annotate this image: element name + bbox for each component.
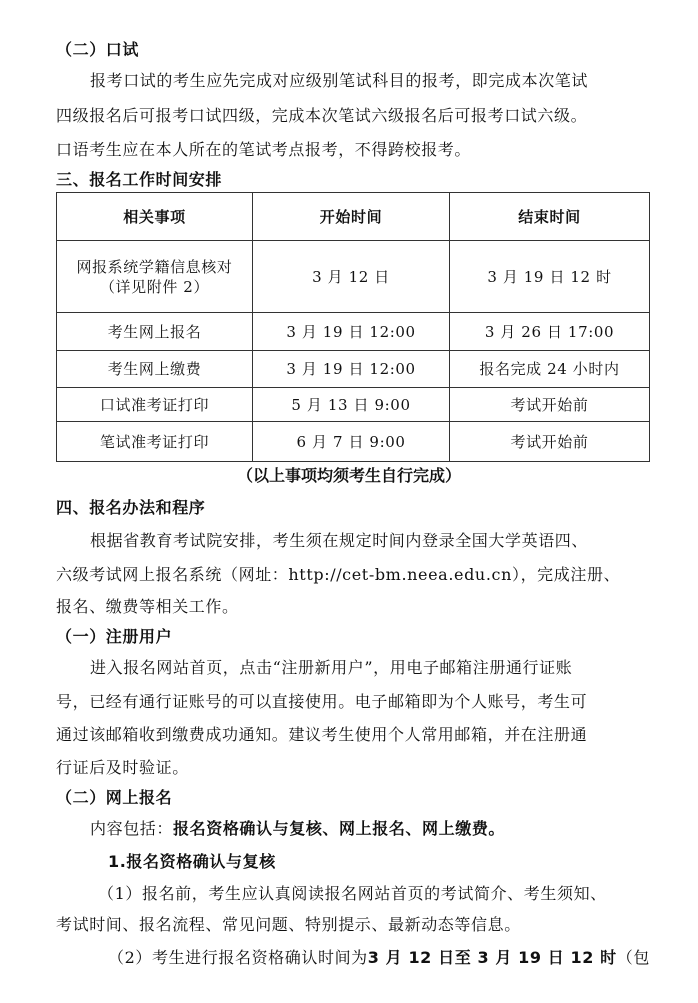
table-cell-start: 3 月 12 日 bbox=[253, 241, 450, 313]
paragraph-line: 根据省教育考试院安排，考生须在规定时间内登录全国大学英语四、 bbox=[90, 531, 589, 550]
table-cell-end: 考试开始前 bbox=[450, 422, 650, 462]
table-row bbox=[57, 388, 650, 422]
item2-dates: 3 月 12 日至 3 月 19 日 12 时 bbox=[367, 948, 617, 967]
paragraph-line: 行证后及时验证。 bbox=[56, 758, 189, 777]
table-cell-item: 笔试准考证打印 bbox=[57, 422, 253, 462]
table-note: （以上事项均须考生自行完成） bbox=[236, 466, 461, 485]
table-cell-start: 5 月 13 日 9:00 bbox=[253, 388, 450, 422]
paragraph-line: 四级报名后可报考口试四级，完成本次笔试六级报名后可报考口试六级。 bbox=[56, 106, 588, 125]
paragraph-line: 口语考生应在本人所在的笔试考点报考，不得跨校报考。 bbox=[56, 140, 472, 159]
section-oral-heading: （二）口试 bbox=[56, 40, 140, 59]
column-header-item: 相关事项 bbox=[57, 193, 253, 241]
table-row bbox=[57, 313, 650, 351]
table-cell-end: 报名完成 24 小时内 bbox=[450, 351, 650, 388]
table-cell-item: 考生网上缴费 bbox=[57, 351, 253, 388]
schedule-table bbox=[56, 192, 650, 462]
paragraph-line: 报名、缴费等相关工作。 bbox=[56, 597, 239, 616]
sub-heading: 1.报名资格确认与复核 bbox=[108, 852, 276, 871]
table-header-row bbox=[57, 193, 650, 241]
table-cell-end: 考试开始前 bbox=[450, 388, 650, 422]
table-cell-item: 口试准考证打印 bbox=[57, 388, 253, 422]
column-header-start: 开始时间 bbox=[253, 193, 450, 241]
table-cell-start: 6 月 7 日 9:00 bbox=[253, 422, 450, 462]
content-prefix: 内容包括： bbox=[90, 819, 174, 838]
item2-suffix: （包 bbox=[616, 948, 650, 967]
section-schedule-heading: 三、报名工作时间安排 bbox=[56, 170, 223, 189]
table-cell-end: 3 月 26 日 17:00 bbox=[450, 313, 650, 351]
paragraph-line: 号，已经有通行证账号的可以直接使用。电子邮箱即为个人账号，考生可 bbox=[56, 692, 588, 711]
table-row bbox=[57, 422, 650, 462]
section-online-heading: （二）网上报名 bbox=[56, 788, 173, 807]
section-register-heading: （一）注册用户 bbox=[56, 627, 173, 646]
online-content-line bbox=[90, 819, 648, 839]
table-cell-item: 网报系统学籍信息核对 （详见附件 2） bbox=[57, 241, 253, 313]
table-row bbox=[57, 241, 650, 313]
content-items: 报名资格确认与复核、网上报名、网上缴费。 bbox=[173, 819, 506, 838]
table-cell-end: 3 月 19 日 12 时 bbox=[450, 241, 650, 313]
table-cell-item: 考生网上报名 bbox=[57, 313, 253, 351]
column-header-end: 结束时间 bbox=[450, 193, 650, 241]
paragraph-line: 通过该邮箱收到缴费成功通知。建议考生使用个人常用邮箱，并在注册通 bbox=[56, 725, 588, 744]
item2-line bbox=[108, 948, 648, 968]
table-cell-start: 3 月 19 日 12:00 bbox=[253, 351, 450, 388]
paragraph-line: 考试时间、报名流程、常见问题、特别提示、最新动态等信息。 bbox=[56, 915, 521, 934]
paragraph-line: 进入报名网站首页，点击“注册新用户”，用电子邮箱注册通行证账 bbox=[90, 658, 573, 677]
paragraph-line: 报考口试的考生应先完成对应级别笔试科目的报考，即完成本次笔试 bbox=[90, 71, 589, 90]
table-row bbox=[57, 351, 650, 388]
section-procedure-heading: 四、报名办法和程序 bbox=[56, 498, 206, 517]
table-cell-start: 3 月 19 日 12:00 bbox=[253, 313, 450, 351]
paragraph-line: （1）报名前，考生应认真阅读报名网站首页的考试简介、考生须知、 bbox=[98, 884, 607, 903]
item2-prefix: （2）考生进行报名资格确认时间为 bbox=[108, 948, 368, 967]
paragraph-line: 六级考试网上报名系统（网址：http://cet-bm.neea.edu.cn），完成注册、 bbox=[56, 565, 621, 584]
